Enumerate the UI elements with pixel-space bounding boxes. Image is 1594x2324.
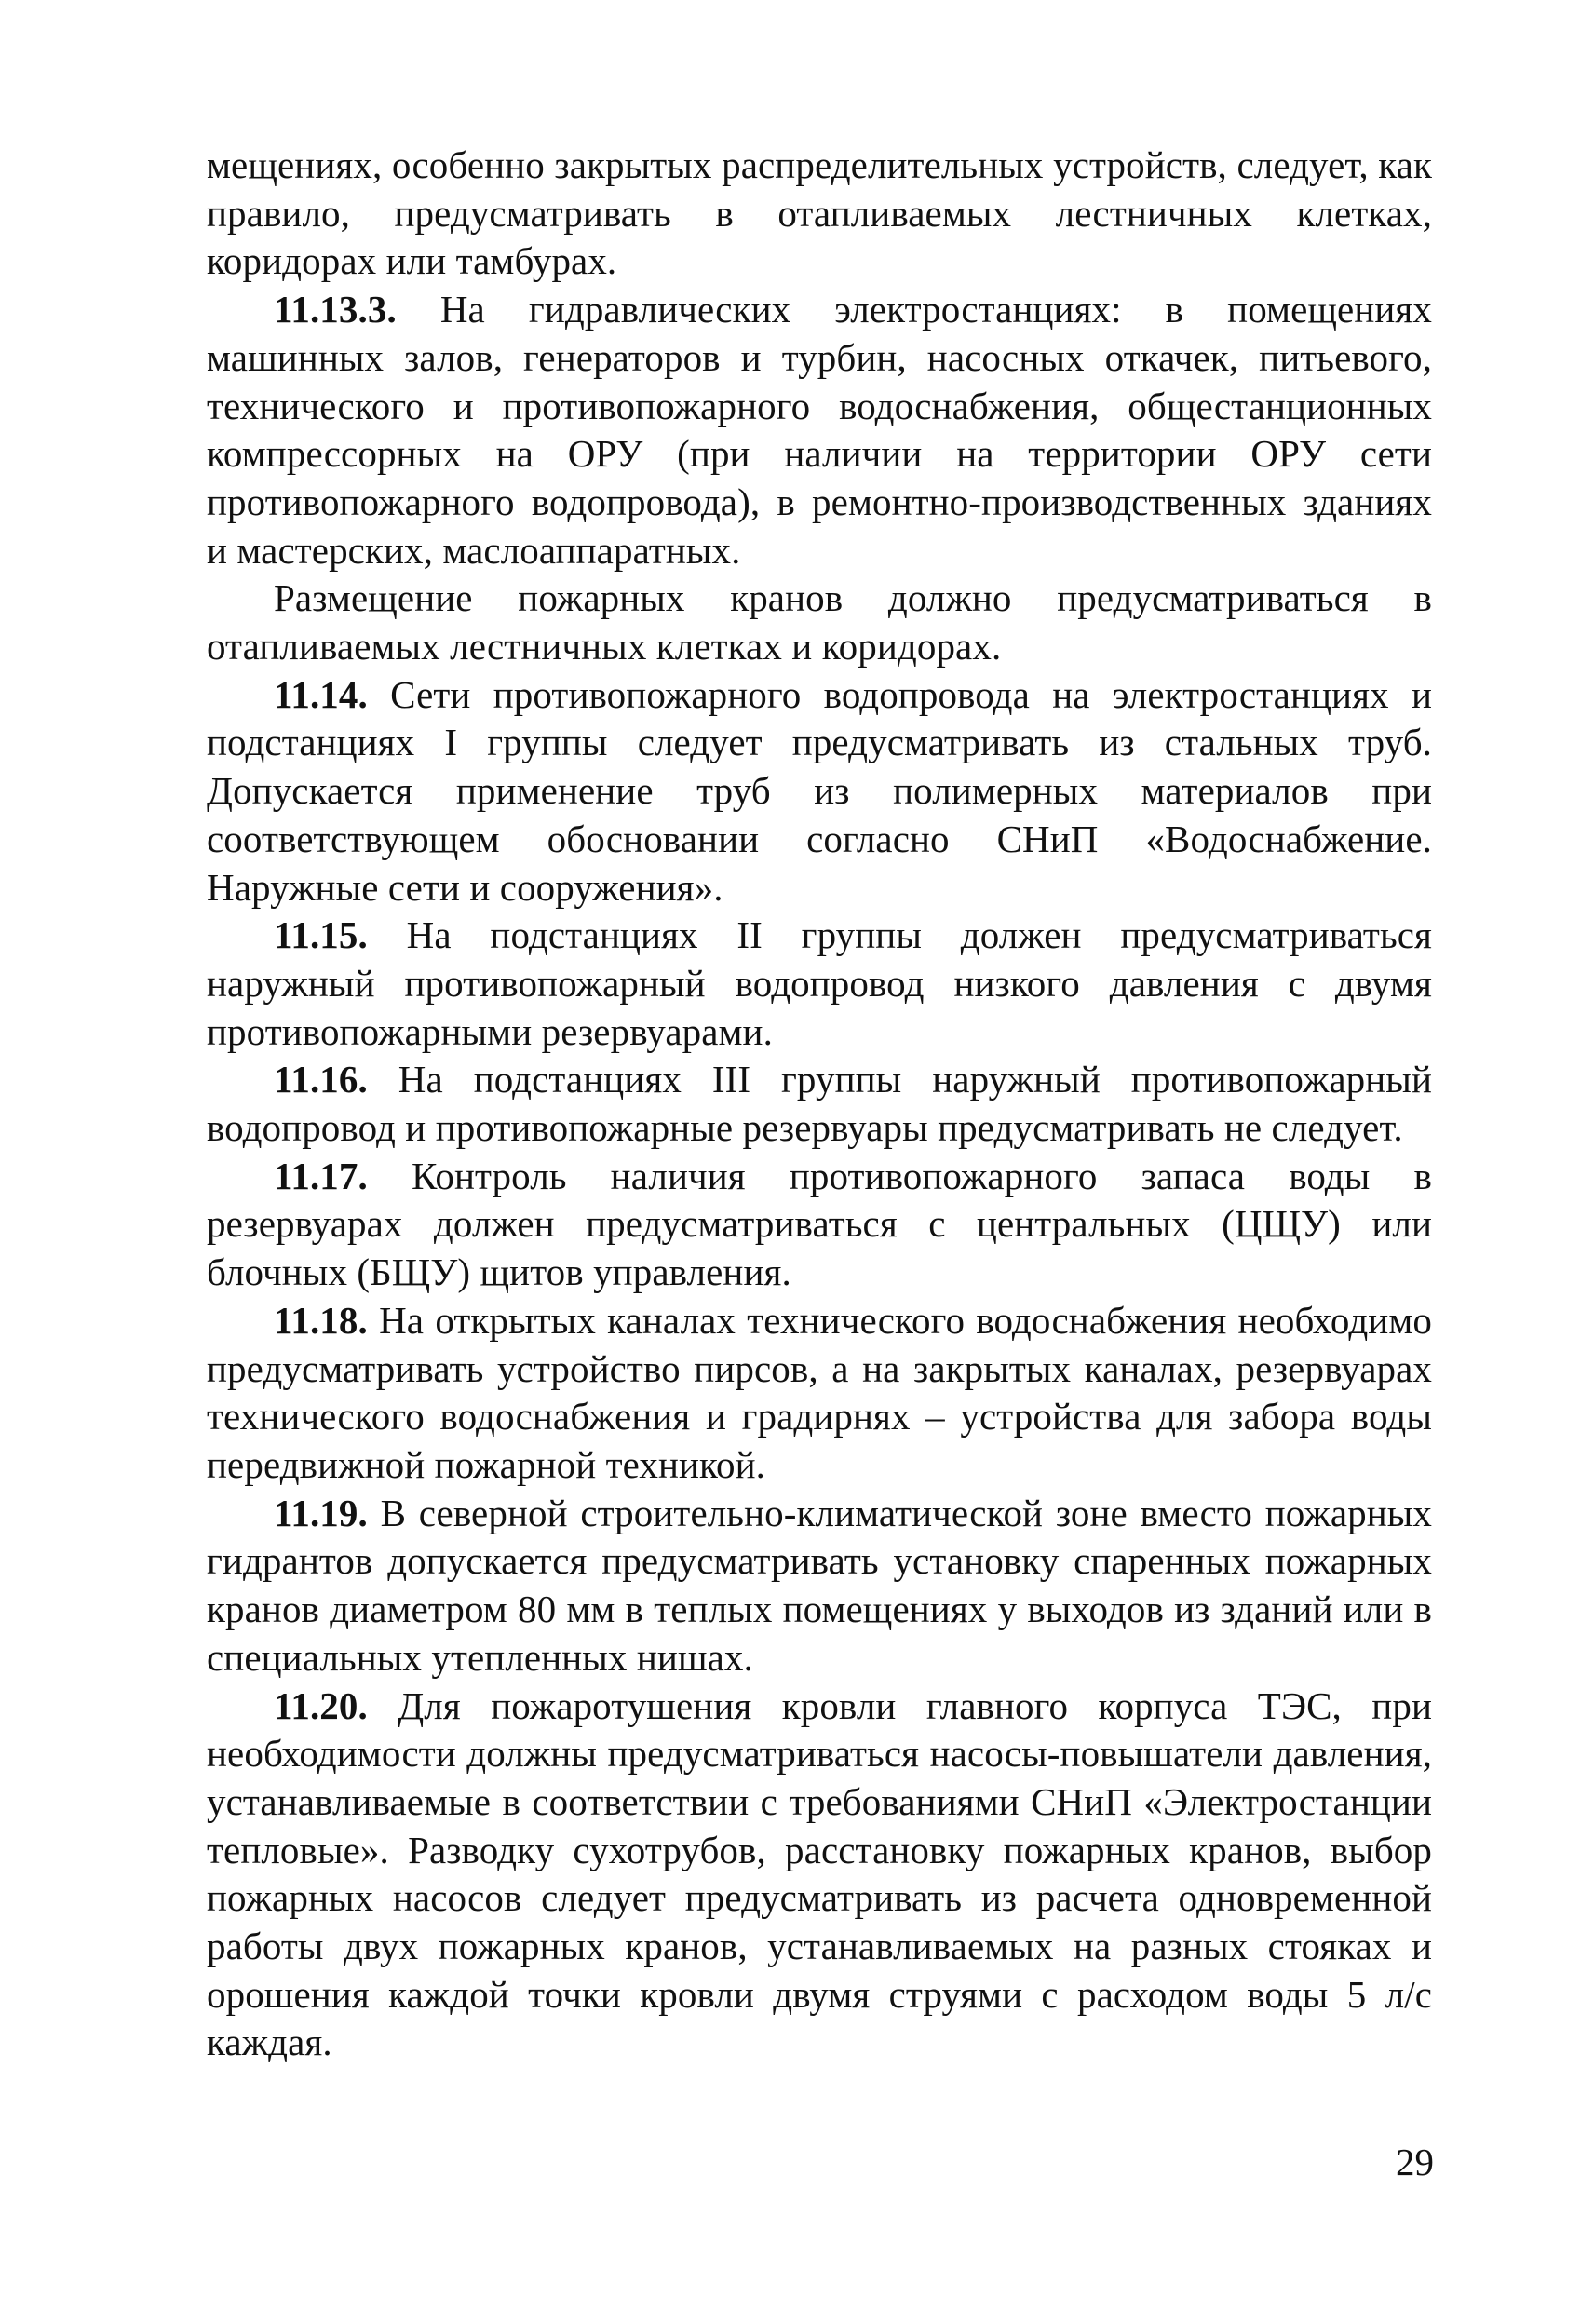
paragraph-hydrant-placement <box>207 574 1432 670</box>
clause-number: 11.19. <box>274 1491 368 1534</box>
clause-number: 11.13.3. <box>274 288 397 331</box>
clause-number: 11.20. <box>274 1683 368 1727</box>
paragraph-text: Сети противопожарного водопровода на электростанциях и подстанциях I группы следует предусматривать из стальных труб. Допускается применение труб из полимерных материалов при соответствующем обосновании согласно СНиП «Водоснабжение. Наружные сети и сооружения». <box>207 672 1432 909</box>
paragraph-text: мещениях, особенно закрытых распределительных устройств, следует, как правило, предусматривать в отапливаемых лестничных клетках, коридорах или тамбурах. <box>207 143 1432 283</box>
paragraph-text: Для пожаротушения кровли главного корпуса ТЭС, при необходимости должны предусматриваться насосы-повышатели давления, устанавливаемые в соответствии с требованиями СНиП «Электростанции тепловые». Разводку сухотрубов, расстановку пожарных кранов, выбор пожарных насосов следует предусматривать из расчета одновременной работы двух пожарных кранов, устанавливаемых на разных стояках и орошения каждой точки кровли двумя струями с расходом воды 5 л/с каждая. <box>207 1683 1432 2064</box>
paragraph-text: На подстанциях III группы наружный противопожарный водопровод и противопожарные резервуары предусматривать не следует. <box>207 1058 1432 1150</box>
paragraph-11-17 <box>207 1153 1432 1297</box>
body-text <box>207 142 1432 2067</box>
clause-number: 11.15. <box>274 913 368 957</box>
paragraph-11-18 <box>207 1297 1432 1490</box>
page-number: 29 <box>1396 2141 1434 2183</box>
clause-number: 11.14. <box>274 672 368 716</box>
paragraph-text: На гидравлических электростанциях: в помещениях машинных залов, генераторов и турбин, насосных откачек, питьевого, технического и противопожарного водоснабжения, общестанционных компрессорных на ОРУ (при наличии на территории ОРУ сети противопожарного водопровода), в ремонтно-производственных зданиях и мастерских, маслоаппаратных. <box>207 288 1432 572</box>
clause-number: 11.18. <box>274 1298 368 1342</box>
paragraph-11-13-3 <box>207 286 1432 574</box>
paragraph-text: На подстанциях II группы должен предусматриваться наружный противопожарный водопровод низкого давления с двумя противопожарными резервуарами. <box>207 913 1432 1053</box>
paragraph-text: Контроль наличия противопожарного запаса воды в резервуарах должен предусматриваться с центральных (ЦЩУ) или блочных (БЩУ) щитов управления. <box>207 1154 1432 1294</box>
clause-number: 11.17. <box>274 1154 368 1197</box>
paragraph-text: В северной строительно-климатической зоне вместо пожарных гидрантов допускается предусматривать установку спаренных пожарных кранов диаметром 80 мм в теплых помещениях у выходов из зданий или в специальных утепленных нишах. <box>207 1491 1432 1679</box>
paragraph-11-16 <box>207 1056 1432 1152</box>
paragraph-text: На открытых каналах технического водоснабжения необходимо предусматривать устройство пирсов, а на закрытых каналах, резервуарах технического водоснабжения и градирнях – устройства для забора воды передвижной пожарной техникой. <box>207 1298 1432 1486</box>
paragraph-11-19 <box>207 1490 1432 1682</box>
clause-number: 11.16. <box>274 1058 368 1101</box>
paragraph-continuation <box>207 142 1432 286</box>
paragraph-text: Размещение пожарных кранов должно предусматриваться в отапливаемых лестничных клетках и коридорах. <box>207 576 1432 669</box>
paragraph-11-20 <box>207 1682 1432 2068</box>
paragraph-11-15 <box>207 912 1432 1056</box>
paragraph-11-14 <box>207 671 1432 912</box>
